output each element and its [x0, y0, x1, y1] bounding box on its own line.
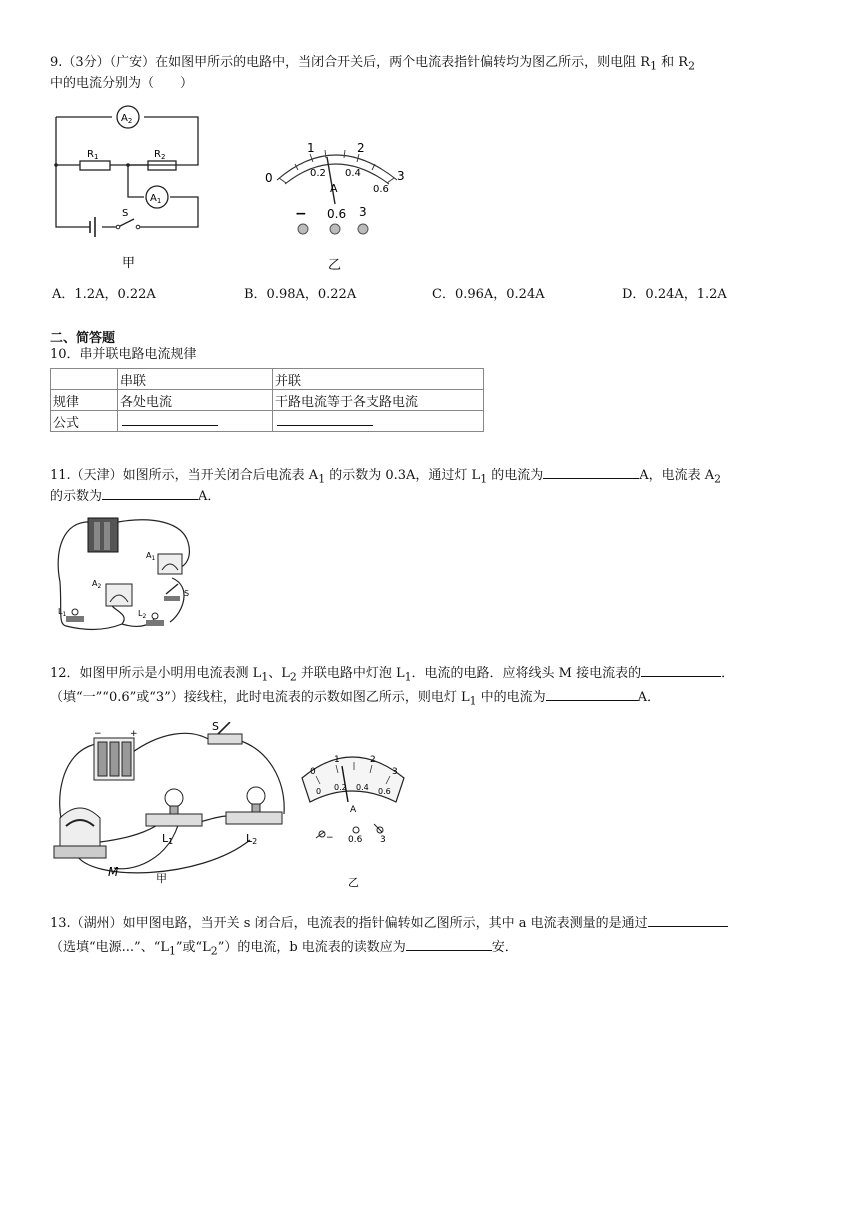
tick-1: 1	[307, 141, 315, 155]
fig-yi-caption: 乙	[328, 258, 342, 272]
q12-circuit-photo	[50, 722, 300, 890]
table-cell: 各处电流	[118, 390, 273, 411]
q11-line1: 11.（天津）如图所示，当开关闭合后电流表 $A_1$ 的示数为 0.3A，通过灯 $L_1$ 的电流为 A，电流表 $A_2$	[50, 468, 722, 486]
formula-parallel-blank[interactable]	[273, 411, 484, 432]
svg-text:0: 0	[316, 787, 322, 796]
svg-text:M: M	[108, 865, 119, 879]
svg-text:L2: L2	[246, 832, 258, 846]
table-cell: 串联	[118, 369, 273, 390]
svg-text:S: S	[184, 589, 190, 598]
svg-text:L2: $L_2$	[138, 609, 147, 620]
svg-text:2: 2	[370, 755, 376, 765]
svg-text:A1: $A_1$	[146, 551, 156, 562]
q11-blank-2[interactable]	[102, 487, 198, 500]
tick-0-2: 0.2	[310, 168, 326, 179]
r2-label: $R_2$	[154, 149, 166, 161]
svg-text:−: −	[326, 833, 334, 843]
q12-blank-1[interactable]	[641, 664, 721, 677]
svg-text:甲: 甲	[156, 872, 167, 885]
svg-text:0.2: 0.2	[334, 783, 347, 792]
svg-text:L1: L1	[162, 832, 174, 846]
switch-label: S	[122, 208, 129, 219]
q13-line1: 13.（湖州）如甲图电路，当开关 s 闭合后，电流表的指针偏转如乙图所示，其中 a 电流表测量的是通过	[50, 914, 728, 933]
q10-table	[50, 368, 484, 432]
q13-line2: （选填“电源...”、“$L_1$”或“$L_2$”）的电流，b 电流表的读数应为 安．	[50, 940, 518, 958]
option-a[interactable]: A．1.2A，0.22A	[52, 287, 156, 302]
svg-text:A2: $A_2$	[92, 579, 102, 590]
tick-0-4: 0.4	[345, 168, 361, 179]
tick-0-6: 0.6	[373, 184, 389, 195]
tick-0: 0	[265, 171, 273, 185]
q12-line1: 12．如图甲所示是小明用电流表测 $L_1$、$L_2$ 并联电路中灯泡 $L_1$．电流的电路．应将线头 M 接电流表的 ．	[50, 666, 735, 684]
svg-text:−: −	[94, 729, 102, 739]
svg-text:3: 3	[392, 767, 398, 777]
q11-blank-1[interactable]	[543, 466, 639, 479]
q11-circuit-photo	[52, 512, 202, 636]
q12-ammeter-dial	[298, 740, 408, 890]
q13-blank-2[interactable]	[406, 938, 492, 951]
a1-label: $A_1$	[150, 193, 162, 205]
terminal-0-6: 0.6	[327, 207, 347, 221]
option-d[interactable]: D．0.24A，1.2A	[622, 287, 727, 302]
formula-series-blank[interactable]	[118, 411, 273, 432]
table-cell: 规律	[51, 390, 118, 411]
svg-text:乙: 乙	[348, 876, 359, 889]
q9-line1: 9.（3分）（广安）在如图甲所示的电路中，当闭合开关后，两个电流表指针偏转均为图乙所示，则电阻 $R_1$ 和 $R_2$	[50, 55, 695, 73]
table-row	[51, 369, 484, 390]
fig-jia-caption: 甲	[122, 256, 136, 270]
svg-text:S: S	[212, 722, 219, 733]
r1-label: $R_1$	[87, 149, 99, 161]
svg-text:0.4: 0.4	[356, 783, 369, 792]
unit-label: A	[330, 182, 338, 195]
table-row	[51, 390, 484, 411]
svg-text:3: 3	[380, 835, 386, 845]
q13-blank-1[interactable]	[648, 914, 728, 927]
q10-title: 10．串并联电路电流规律	[50, 347, 197, 362]
svg-text:A: A	[350, 805, 357, 815]
terminal-3: 3	[359, 205, 367, 219]
table-cell: 公式	[51, 411, 118, 432]
svg-text:1: 1	[334, 755, 340, 765]
svg-text:L1: $L_1$	[58, 607, 67, 618]
option-b[interactable]: B．0.98A，0.22A	[244, 287, 357, 302]
q9-circuit-diagram	[50, 105, 210, 270]
q9-line2: 中的电流分别为（ ）	[50, 76, 194, 91]
table-cell: 干路电流等于各支路电流	[273, 390, 484, 411]
table-cell	[51, 369, 118, 390]
svg-text:0.6: 0.6	[378, 787, 391, 796]
q9-ammeter-dial	[255, 132, 415, 272]
q11-line2: 的示数为 A．	[50, 489, 221, 504]
q12-line2: （填“一”“0.6”或“3”）接线柱，此时电流表的示数如图乙所示，则电灯 $L_1$ 中的电流为 A．	[50, 690, 661, 708]
a2-label: $A_2$	[121, 113, 133, 125]
q12-blank-2[interactable]	[546, 688, 638, 701]
terminal-minus: −	[295, 206, 307, 222]
svg-text:0: 0	[310, 767, 316, 777]
tick-2: 2	[357, 141, 365, 155]
option-c[interactable]: C．0.96A，0.24A	[432, 287, 545, 302]
section-heading: 二、简答题	[50, 331, 116, 346]
svg-text:+: +	[130, 729, 138, 739]
tick-3: 3	[397, 169, 405, 183]
svg-text:0.6: 0.6	[348, 835, 363, 845]
table-cell: 并联	[273, 369, 484, 390]
table-row	[51, 411, 484, 432]
